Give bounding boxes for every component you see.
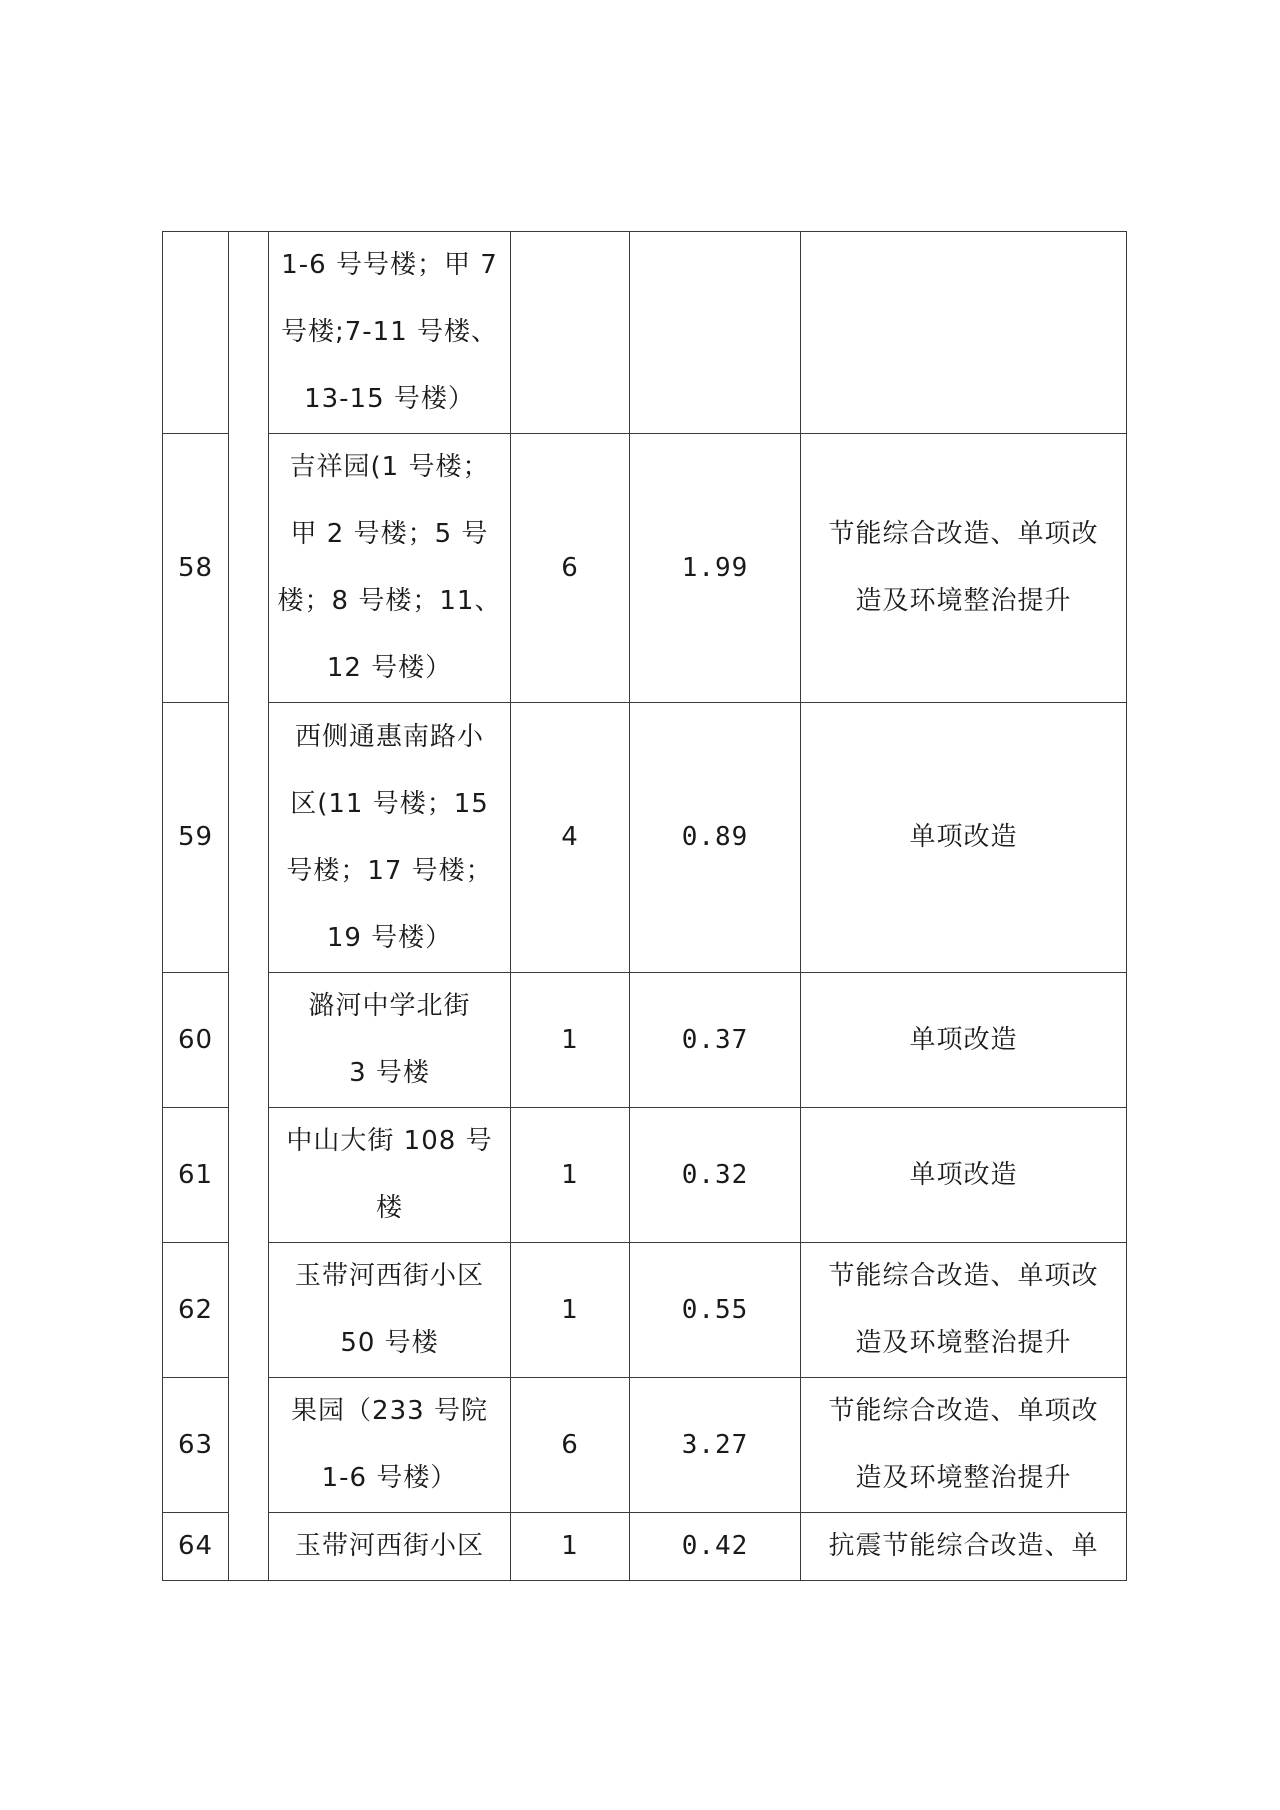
- row-number-cell: 59: [163, 703, 229, 973]
- community-name-line: 区(11 号楼；15: [290, 788, 489, 819]
- district-cell: [229, 232, 269, 1581]
- building-count-cell: 1: [511, 1513, 630, 1581]
- table-row: [163, 232, 1127, 434]
- building-count-cell: 4: [511, 703, 630, 973]
- community-name-line: 1-6 号号楼；甲 7: [281, 250, 498, 280]
- project-table: [162, 231, 1127, 1581]
- community-name-cell: [269, 1513, 511, 1581]
- content-cell: [801, 1513, 1127, 1581]
- row-number-cell: [163, 232, 229, 434]
- content-cell: [801, 232, 1127, 434]
- community-name-cell: [269, 1108, 511, 1243]
- area-cell: 0.42: [630, 1513, 801, 1581]
- table-row: [163, 703, 1127, 973]
- community-name-line: 西侧通惠南路小: [294, 721, 484, 752]
- community-name-line: 潞河中学北街: [308, 991, 471, 1021]
- content-line: 造及环境整治提升: [855, 1463, 1072, 1493]
- community-name-line: 号楼;7-11 号楼、: [280, 317, 499, 347]
- community-name-cell: [269, 1378, 511, 1513]
- area-cell: 0.37: [630, 973, 801, 1108]
- building-count-cell: 6: [511, 1378, 630, 1513]
- table-row: [163, 434, 1127, 703]
- building-count-cell: 1: [511, 973, 630, 1108]
- community-name-line: 玉带河西街小区: [294, 1261, 484, 1291]
- area-cell: 0.55: [630, 1243, 801, 1378]
- content-line: 抗震节能综合改造、单: [828, 1531, 1099, 1561]
- community-name-line: 50 号楼: [340, 1328, 439, 1358]
- community-name-cell: [269, 232, 511, 434]
- community-name-line: 号楼；17 号楼；: [286, 855, 493, 886]
- community-name-line: 13-15 号楼）: [304, 384, 475, 414]
- table-row: [163, 1513, 1127, 1581]
- community-name-line: 楼；8 号楼；11、: [277, 586, 502, 616]
- area-cell: 0.32: [630, 1108, 801, 1243]
- community-name-line: 3 号楼: [349, 1058, 430, 1088]
- row-number-cell: 62: [163, 1243, 229, 1378]
- content-line: 节能综合改造、单项改: [828, 1396, 1099, 1426]
- row-number-cell: 61: [163, 1108, 229, 1243]
- content-line: 造及环境整治提升: [855, 1328, 1072, 1358]
- content-line: 单项改造: [909, 1159, 1018, 1190]
- content-cell: [801, 1108, 1127, 1243]
- content-cell: [801, 703, 1127, 973]
- community-name-line: 楼: [375, 1193, 403, 1223]
- community-name-cell: [269, 703, 511, 973]
- community-name-line: 19 号楼）: [326, 922, 453, 953]
- content-line: 节能综合改造、单项改: [828, 519, 1099, 549]
- building-count-cell: 1: [511, 1108, 630, 1243]
- building-count-cell: 6: [511, 434, 630, 703]
- row-number-cell: 58: [163, 434, 229, 703]
- table-row: [163, 1243, 1127, 1378]
- community-name-cell: [269, 1243, 511, 1378]
- community-name-line: 1-6 号楼）: [321, 1463, 458, 1493]
- community-name-line: 玉带河西街小区: [294, 1531, 484, 1561]
- community-name-cell: [269, 434, 511, 703]
- community-name-line: 中山大街 108 号: [286, 1126, 493, 1156]
- area-cell: 0.89: [630, 703, 801, 973]
- table-row: [163, 1108, 1127, 1243]
- community-name-line: 果园（233 号院: [291, 1396, 488, 1426]
- building-count-cell: 1: [511, 1243, 630, 1378]
- content-line: 单项改造: [909, 822, 1018, 852]
- building-count-cell: [511, 232, 630, 434]
- content-cell: [801, 1243, 1127, 1378]
- community-name-line: 12 号楼）: [326, 653, 453, 683]
- content-line: 造及环境整治提升: [855, 586, 1072, 616]
- community-name-line: 甲 2 号楼；5 号: [290, 519, 489, 549]
- content-cell: [801, 434, 1127, 703]
- area-cell: 3.27: [630, 1378, 801, 1513]
- row-number-cell: 60: [163, 973, 229, 1108]
- content-cell: [801, 973, 1127, 1108]
- area-cell: [630, 232, 801, 434]
- content-cell: [801, 1378, 1127, 1513]
- area-cell: 1.99: [630, 434, 801, 703]
- table-row: [163, 1378, 1127, 1513]
- community-name-cell: [269, 973, 511, 1108]
- table-body: [163, 232, 1127, 1581]
- table-row: [163, 973, 1127, 1108]
- content-line: 单项改造: [909, 1024, 1018, 1055]
- row-number-cell: 64: [163, 1513, 229, 1581]
- community-name-line: 吉祥园(1 号楼；: [289, 452, 490, 482]
- content-line: 节能综合改造、单项改: [828, 1261, 1099, 1291]
- row-number-cell: 63: [163, 1378, 229, 1513]
